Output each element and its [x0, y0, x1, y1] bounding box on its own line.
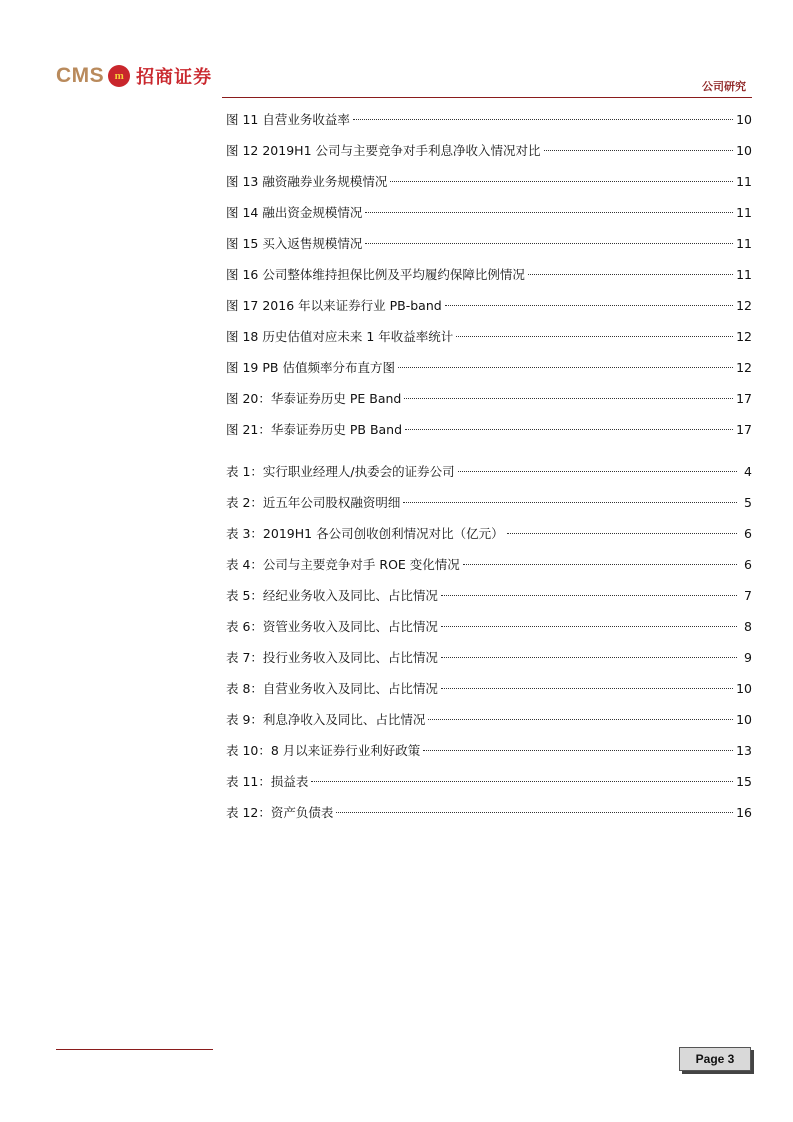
toc-entry-title: 表 4：公司与主要竞争对手 ROE 变化情况	[226, 557, 460, 572]
dot-leader	[403, 502, 737, 503]
dot-leader	[405, 429, 733, 430]
dot-leader	[365, 243, 733, 244]
header-divider	[222, 97, 752, 98]
toc-page-number: 8	[744, 619, 752, 634]
toc-entry-title: 图 13 融资融券业务规模情况	[226, 174, 388, 189]
table-toc-entry[interactable]	[226, 487, 752, 518]
toc-page-number: 7	[744, 588, 752, 603]
figure-toc-entry[interactable]	[226, 383, 752, 414]
dot-leader	[458, 471, 737, 472]
toc-entry-title: 图 17 2016 年以来证券行业 PB-band	[226, 298, 442, 313]
toc-page-number: 12	[736, 329, 752, 344]
toc-entry-title: 表 3：2019H1 各公司创收创利情况对比（亿元）	[226, 526, 504, 541]
page-header	[0, 0, 793, 100]
toc-page-number: 10	[736, 112, 752, 127]
toc-entry-title: 表 2：近五年公司股权融资明细	[226, 495, 401, 510]
dot-leader	[441, 657, 737, 658]
toc-entry-title: 图 21：华泰证券历史 PB Band	[226, 422, 403, 437]
toc-entry-title: 表 9：利息净收入及同比、占比情况	[226, 712, 426, 727]
toc-entry-title: 图 19 PB 估值频率分布直方图	[226, 360, 395, 375]
table-toc-entry[interactable]	[226, 456, 752, 487]
toc-entry-title: 图 15 买入返售规模情况	[226, 236, 363, 251]
report-category: 公司研究	[702, 80, 746, 93]
dot-leader	[353, 119, 733, 120]
table-toc-entry[interactable]	[226, 704, 752, 735]
table-toc-entry[interactable]	[226, 735, 752, 766]
toc-page-number: 5	[744, 495, 752, 510]
toc-entry-title: 表 11：损益表	[226, 774, 309, 789]
figure-toc-entry[interactable]	[226, 352, 752, 383]
toc-page-number: 12	[736, 298, 752, 313]
table-toc-entry[interactable]	[226, 766, 752, 797]
toc-page-number: 10	[736, 712, 752, 727]
toc-page-number: 17	[736, 422, 752, 437]
dot-leader	[528, 274, 733, 275]
dot-leader	[398, 367, 733, 368]
dot-leader	[441, 688, 733, 689]
table-list	[226, 456, 752, 828]
logo-latin-text: CMS	[56, 64, 105, 87]
company-logo	[56, 60, 212, 92]
logo-chinese-text: 招商证券	[136, 67, 213, 88]
toc-page-number: 6	[744, 557, 752, 572]
dot-leader	[507, 533, 737, 534]
toc-page-number: 6	[744, 526, 752, 541]
toc-page-number: 16	[736, 805, 752, 820]
dot-leader	[544, 150, 734, 151]
logo-badge-letter: m	[114, 69, 124, 82]
toc-entry-title: 图 18 历史估值对应未来 1 年收益率统计	[226, 329, 454, 344]
toc-entry-title: 表 5：经纪业务收入及同比、占比情况	[226, 588, 438, 603]
toc-entry-title: 表 8：自营业务收入及同比、占比情况	[226, 681, 438, 696]
dot-leader	[441, 626, 737, 627]
toc-entry-title: 图 11 自营业务收益率	[226, 112, 350, 127]
dot-leader	[311, 781, 733, 782]
figure-list	[226, 104, 752, 445]
dot-leader	[365, 212, 733, 213]
toc-page-number: 9	[744, 650, 752, 665]
figure-toc-entry[interactable]	[226, 259, 752, 290]
table-toc-entry[interactable]	[226, 611, 752, 642]
dot-leader	[463, 564, 737, 565]
dot-leader	[404, 398, 733, 399]
figure-toc-entry[interactable]	[226, 228, 752, 259]
toc-page-number: 15	[736, 774, 752, 789]
toc-page-number: 17	[736, 391, 752, 406]
figure-toc-entry[interactable]	[226, 197, 752, 228]
toc-page-number: 13	[736, 743, 752, 758]
toc-entry-title: 表 1：实行职业经理人/执委会的证券公司	[226, 464, 455, 479]
toc-entry-title: 表 10：8 月以来证券行业利好政策	[226, 743, 421, 758]
toc-page-number: 11	[736, 267, 752, 282]
dot-leader	[428, 719, 733, 720]
toc-page-number: 10	[736, 681, 752, 696]
page-number-badge: Page 3	[679, 1047, 751, 1071]
table-toc-entry[interactable]	[226, 642, 752, 673]
toc-entry-title: 图 16 公司整体维持担保比例及平均履约保障比例情况	[226, 267, 525, 282]
toc-entry-title: 图 14 融出资金规模情况	[226, 205, 363, 220]
table-toc-entry[interactable]	[226, 580, 752, 611]
toc-entry-title: 表 7：投行业务收入及同比、占比情况	[226, 650, 438, 665]
figure-toc-entry[interactable]	[226, 321, 752, 352]
table-toc-entry[interactable]	[226, 673, 752, 704]
toc-page-number: 4	[744, 464, 752, 479]
dot-leader	[456, 336, 733, 337]
toc-entry-title: 图 20：华泰证券历史 PE Band	[226, 391, 402, 406]
table-toc-entry[interactable]	[226, 518, 752, 549]
dot-leader	[336, 812, 733, 813]
figure-toc-entry[interactable]	[226, 166, 752, 197]
toc-page-number: 11	[736, 205, 752, 220]
table-toc-entry[interactable]	[226, 797, 752, 828]
toc-entry-title: 表 12：资产负债表	[226, 805, 334, 820]
figure-toc-entry[interactable]	[226, 104, 752, 135]
toc-page-number: 12	[736, 360, 752, 375]
toc-page-number: 10	[736, 143, 752, 158]
toc-entry-title: 图 12 2019H1 公司与主要竞争对手利息净收入情况对比	[226, 143, 541, 158]
figure-toc-entry[interactable]	[226, 135, 752, 166]
dot-leader	[423, 750, 733, 751]
toc-page-number: 11	[736, 174, 752, 189]
dot-leader	[441, 595, 737, 596]
toc-entry-title: 表 6：资管业务收入及同比、占比情况	[226, 619, 438, 634]
figure-toc-entry[interactable]	[226, 290, 752, 321]
footer-divider	[56, 1049, 213, 1050]
dot-leader	[390, 181, 733, 182]
logo-badge-icon	[108, 65, 130, 87]
figure-toc-entry[interactable]	[226, 414, 752, 445]
dot-leader	[445, 305, 733, 306]
table-toc-entry[interactable]	[226, 549, 752, 580]
toc-page-number: 11	[736, 236, 752, 251]
